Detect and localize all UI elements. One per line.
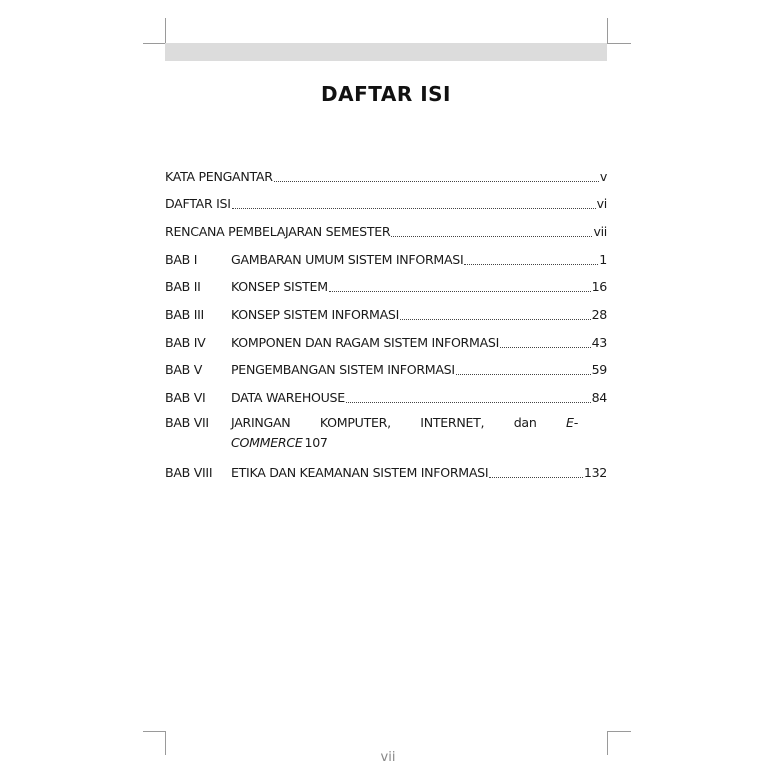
toc-chapter-number: BAB I: [165, 252, 198, 267]
toc-entry-bab-3[interactable]: [165, 304, 607, 324]
toc-entry-title: KONSEP SISTEM INFORMASI: [231, 307, 400, 322]
crop-mark-top-right-v: [607, 18, 608, 43]
dot-leader: [464, 264, 598, 265]
toc-entry-daftar-isi[interactable]: [165, 193, 607, 213]
toc-entry-page: 132: [583, 465, 607, 480]
toc-entry-title: GAMBARAN UMUM SISTEM INFORMASI: [231, 252, 464, 267]
toc-entry-page: 16: [591, 279, 607, 294]
toc-chapter-number: BAB III: [165, 307, 204, 322]
toc-word: E-: [566, 415, 578, 430]
crop-mark-top-right-h: [607, 43, 631, 44]
toc-entry-title: KATA PENGANTAR: [165, 169, 273, 184]
dot-leader: [274, 181, 599, 182]
dot-leader: [346, 402, 591, 403]
crop-mark-top-left-h: [143, 43, 165, 44]
toc-entry-title: KOMPONEN DAN RAGAM SISTEM INFORMASI: [231, 335, 500, 350]
toc-entry-title: PENGEMBANGAN SISTEM INFORMASI: [231, 362, 455, 377]
toc-chapter-number: BAB V: [165, 362, 203, 377]
page-number: vii: [380, 750, 396, 765]
toc-entry-title-line2: [231, 434, 581, 452]
toc-word: dan: [513, 415, 537, 430]
toc-chapter-number: BAB VII: [165, 415, 209, 430]
toc-chapter-number: BAB IV: [165, 335, 206, 350]
toc-entry-page: 59: [591, 362, 607, 377]
toc-entry-bab-6[interactable]: [165, 387, 607, 407]
toc-entry-page: 28: [591, 307, 607, 322]
toc-word: INTERNET,: [420, 415, 485, 430]
toc-entry-bab-4[interactable]: [165, 332, 607, 352]
dot-leader: [489, 477, 583, 478]
toc-entry-title-continued: COMMERCE: [231, 435, 303, 450]
dot-leader: [456, 374, 591, 375]
dot-leader: [232, 208, 596, 209]
toc-entry-page: vii: [593, 224, 607, 239]
dot-leader: [500, 347, 591, 348]
crop-mark-bottom-right-h: [607, 731, 631, 732]
toc-word: JARINGAN: [231, 415, 291, 430]
dot-leader: [400, 319, 591, 320]
toc-entry-rps[interactable]: [165, 221, 607, 241]
dot-leader: [391, 236, 592, 237]
toc-entry-bab-7[interactable]: [165, 414, 607, 456]
toc-entry-page: vi: [596, 196, 607, 211]
toc-entry-bab-5[interactable]: [165, 359, 607, 379]
crop-mark-top-left-v: [165, 18, 166, 43]
toc-entry-kata-pengantar[interactable]: [165, 166, 607, 186]
toc-entry-page: v: [599, 169, 607, 184]
toc-entry-page: 84: [591, 390, 607, 405]
toc-chapter-number: BAB VIII: [165, 465, 213, 480]
toc-chapter-number: BAB II: [165, 279, 201, 294]
toc-entry-title-line1: [231, 414, 578, 432]
toc-entry-title: DATA WAREHOUSE: [231, 390, 345, 405]
toc-entry-title: ETIKA DAN KEAMANAN SISTEM INFORMASI: [231, 465, 489, 480]
page-title: DAFTAR ISI: [321, 82, 451, 106]
toc-entry-title: DAFTAR ISI: [165, 196, 231, 211]
toc-entry-title: RENCANA PEMBELAJARAN SEMESTER: [165, 224, 391, 239]
toc-word: KOMPUTER,: [319, 415, 391, 430]
toc-entry-page: 107: [304, 435, 328, 450]
page-header-bar: [165, 43, 607, 61]
dot-leader: [329, 291, 591, 292]
crop-mark-bottom-left-h: [143, 731, 165, 732]
toc-entry-bab-1[interactable]: [165, 249, 607, 269]
toc-entry-bab-2[interactable]: [165, 276, 607, 296]
toc-entry-page: 43: [591, 335, 607, 350]
toc-entry-page: 1: [599, 252, 607, 267]
toc-entry-bab-8[interactable]: [165, 462, 607, 482]
toc-chapter-number: BAB VI: [165, 390, 206, 405]
toc-entry-title: KONSEP SISTEM: [231, 279, 328, 294]
